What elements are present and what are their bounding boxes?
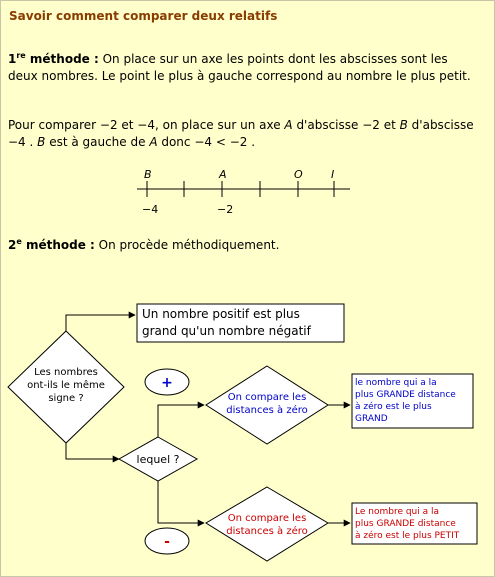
result-plus-line-3: à zéro est le plus bbox=[355, 402, 432, 412]
example-text-2: d'abscisse −2 et bbox=[292, 118, 400, 132]
method-2-number: 2 bbox=[8, 238, 17, 252]
decision-lequel-text: lequel ? bbox=[136, 453, 180, 466]
decision-same-sign-line-3: signe ? bbox=[48, 393, 84, 404]
example-text-5: donc −4 < −2 . bbox=[157, 135, 256, 149]
example-point-a-2: A bbox=[149, 135, 158, 149]
axis-label-o: O bbox=[294, 168, 303, 181]
example-text-4: est à gauche de bbox=[45, 135, 150, 149]
compare-plus-line-2: distances à zéro bbox=[226, 405, 308, 416]
number-line bbox=[137, 168, 350, 216]
compare-minus-line-1: On compare les bbox=[227, 513, 307, 524]
example-point-b: B bbox=[399, 118, 408, 132]
result-plus-line-4: GRAND bbox=[355, 414, 388, 424]
arrow-to-compare-minus bbox=[158, 481, 204, 523]
axis-label-b: B bbox=[144, 168, 152, 181]
example-text-1: Pour comparer −2 et −4, on place sur un axe bbox=[8, 118, 285, 132]
method-1-text: On place sur un axe les points dont les abscisses sont les deux nombres. Le point le plus à gauche correspond au nombre le plus petit. bbox=[8, 52, 471, 83]
flowchart bbox=[8, 304, 477, 561]
arrow-to-compare-plus bbox=[158, 405, 204, 437]
result-plus-line-2: plus GRANDE distance bbox=[355, 390, 456, 400]
axis-value-minus-2: −2 bbox=[217, 203, 234, 216]
result-different-sign-line-1: Un nombre positif est plus bbox=[142, 307, 300, 321]
result-different-sign-line-2: grand qu'un nombre négatif bbox=[142, 324, 311, 338]
arrow-to-lequel bbox=[66, 443, 119, 459]
example-text-3: d'abscisse −4 . bbox=[8, 118, 474, 149]
axis-value-minus-4: −4 bbox=[142, 203, 159, 216]
method-2-text: On procède méthodiquement. bbox=[94, 238, 280, 252]
plus-sign: + bbox=[161, 375, 173, 391]
axis-label-a: A bbox=[219, 168, 227, 181]
decision-same-sign-line-1: Les nombres bbox=[34, 367, 98, 378]
method-1-sup: re bbox=[16, 51, 26, 60]
axis-label-i: I bbox=[331, 168, 335, 181]
arrow-to-different-sign bbox=[66, 315, 135, 331]
result-minus-line-2: plus GRANDE distance bbox=[355, 519, 456, 529]
decision-same-sign-line-2: ont-ils le même bbox=[27, 380, 105, 391]
method-1-label-text: méthode : bbox=[25, 52, 99, 66]
result-plus-line-1: le nombre qui a la bbox=[355, 378, 437, 388]
compare-plus-line-1: On compare les bbox=[227, 392, 307, 403]
result-minus-line-1: Le nombre qui a la bbox=[355, 507, 440, 517]
example-point-a: A bbox=[284, 118, 293, 132]
method-2-label-text: méthode : bbox=[21, 238, 95, 252]
page-title: Savoir comment comparer deux relatifs bbox=[9, 9, 278, 23]
example-point-b-2: B bbox=[37, 135, 46, 149]
decision-compare-minus bbox=[206, 487, 328, 561]
compare-minus-line-2: distances à zéro bbox=[226, 526, 308, 537]
method-2-sup: e bbox=[16, 237, 22, 246]
method-1-number: 1 bbox=[8, 52, 17, 66]
minus-sign: - bbox=[164, 534, 170, 550]
result-minus-line-3: à zéro est le plus PETIT bbox=[355, 531, 460, 541]
